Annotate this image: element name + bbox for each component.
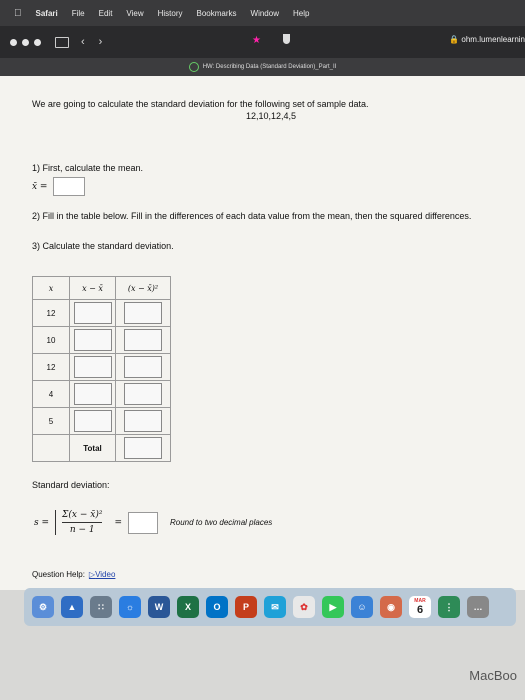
- tab-favicon-icon: [189, 62, 199, 72]
- forward-icon[interactable]: ›: [98, 36, 103, 48]
- back-icon[interactable]: ‹: [81, 36, 85, 48]
- url-text: ohm.lumenlearnin: [461, 35, 525, 44]
- menu-bookmarks[interactable]: Bookmarks: [189, 8, 230, 18]
- video-link[interactable]: ▷Video: [88, 570, 116, 579]
- step-3-text: 3) Calculate the standard deviation.: [32, 241, 174, 251]
- powerpoint-label: P: [242, 602, 249, 612]
- photos-icon[interactable]: ✿: [293, 596, 315, 618]
- laptop-brand: MacBoo: [469, 668, 517, 683]
- mean-row: [32, 177, 85, 196]
- total-label: Total: [70, 435, 116, 462]
- data-value: 4: [33, 381, 70, 408]
- facetime-icon[interactable]: ▶: [322, 596, 344, 618]
- calendar-month: MAR: [414, 598, 426, 604]
- total-blank-cell: [33, 435, 70, 462]
- outlook-icon[interactable]: [206, 596, 228, 618]
- table-total-row: [33, 435, 171, 462]
- sd-equals: =: [114, 517, 122, 528]
- table-header-row: [33, 277, 171, 300]
- total-squared-input[interactable]: [124, 437, 162, 459]
- menu-view[interactable]: View: [118, 8, 137, 18]
- excel-icon[interactable]: [177, 596, 199, 618]
- sd-fraction: [55, 510, 108, 535]
- round-note: Round to two decimal places: [170, 518, 273, 527]
- question-help: [32, 570, 115, 579]
- sd-answer-input[interactable]: [128, 512, 158, 534]
- squared-difference-input[interactable]: [124, 356, 162, 378]
- shield-icon[interactable]: [283, 34, 290, 44]
- data-value: 10: [33, 327, 70, 354]
- mean-symbol: x̄ =: [32, 181, 48, 192]
- window-controls[interactable]: [10, 39, 41, 46]
- extension-icon[interactable]: ★: [252, 35, 261, 46]
- powerpoint-icon[interactable]: [235, 596, 257, 618]
- zoom-dot-icon[interactable]: [34, 39, 41, 46]
- sd-lhs: s =: [34, 517, 50, 528]
- notes-icon[interactable]: ⋮: [438, 596, 460, 618]
- help-label: Question Help:: [32, 570, 85, 579]
- excel-label: X: [184, 602, 191, 612]
- menu-history[interactable]: History: [150, 8, 176, 18]
- menu-edit[interactable]: Edit: [91, 8, 105, 18]
- app-store-icon[interactable]: ▲: [61, 596, 83, 618]
- settings-icon[interactable]: …: [467, 596, 489, 618]
- apple-icon[interactable]: [14, 8, 22, 19]
- finder-icon[interactable]: ☺: [351, 596, 373, 618]
- header-difference: x − x̄: [70, 277, 116, 300]
- address-bar[interactable]: 🔒 ohm.lumenlearnin: [449, 35, 525, 44]
- menu-app-name[interactable]: Safari: [28, 8, 51, 18]
- browser-toolbar: [0, 26, 525, 58]
- difference-input[interactable]: [74, 410, 112, 432]
- photo-booth-icon[interactable]: ◉: [380, 596, 402, 618]
- question-intro: We are going to calculate the standard deviation for the following set of sample data.: [32, 99, 369, 109]
- data-value: 12: [33, 300, 70, 327]
- difference-input[interactable]: [74, 329, 112, 351]
- menu-bar: [0, 0, 525, 26]
- sd-label: Standard deviation:: [32, 480, 110, 490]
- squared-difference-input[interactable]: [124, 383, 162, 405]
- calendar-day: 6: [416, 604, 424, 616]
- word-label: W: [154, 602, 164, 612]
- data-value: 12: [33, 354, 70, 381]
- minimize-dot-icon[interactable]: [22, 39, 29, 46]
- sd-formula: [34, 510, 272, 535]
- menu-help[interactable]: Help: [285, 8, 302, 18]
- difference-input[interactable]: [74, 356, 112, 378]
- calendar-icon[interactable]: [409, 596, 431, 618]
- difference-input[interactable]: [74, 302, 112, 324]
- step-1-text: 1) First, calculate the mean.: [32, 163, 144, 173]
- messages-icon[interactable]: ✉: [264, 596, 286, 618]
- squared-difference-input[interactable]: [124, 302, 162, 324]
- difference-input[interactable]: [74, 383, 112, 405]
- mean-input[interactable]: [53, 177, 85, 196]
- table-row: [33, 381, 171, 408]
- apps-grid-icon[interactable]: ∷: [90, 596, 112, 618]
- squared-difference-input[interactable]: [124, 410, 162, 432]
- video-link-text: Video: [95, 570, 116, 579]
- word-icon[interactable]: [148, 596, 170, 618]
- safari-icon[interactable]: ☼: [119, 596, 141, 618]
- header-x: x: [33, 277, 70, 300]
- squared-difference-input[interactable]: [124, 329, 162, 351]
- launchpad-icon[interactable]: ⚙: [32, 596, 54, 618]
- sd-numerator: Σ(x − x̄)²: [62, 510, 102, 523]
- table-row: [33, 354, 171, 381]
- dock: [24, 588, 516, 626]
- question-page: [0, 76, 525, 590]
- close-dot-icon[interactable]: [10, 39, 17, 46]
- table-row: [33, 300, 171, 327]
- tab-bar: [0, 58, 525, 76]
- outlook-label: O: [213, 602, 221, 612]
- menu-file[interactable]: File: [64, 8, 78, 18]
- header-squared-difference: (x − x̄)²: [116, 277, 171, 300]
- step-2-text: 2) Fill in the table below. Fill in the differences of each data value from the mean, then the squared differences.: [32, 211, 472, 221]
- sidebar-toggle-icon[interactable]: [55, 37, 69, 48]
- table-row: [33, 327, 171, 354]
- menu-window[interactable]: Window: [243, 8, 272, 18]
- data-value: 5: [33, 408, 70, 435]
- tab-title[interactable]: HW: Describing Data (Standard Deviation)_Part_II: [202, 64, 337, 70]
- sd-denominator: n − 1: [69, 525, 95, 535]
- deviation-table: [32, 276, 171, 462]
- sample-data: 12,10,12,4,5: [246, 111, 297, 121]
- table-row: [33, 408, 171, 435]
